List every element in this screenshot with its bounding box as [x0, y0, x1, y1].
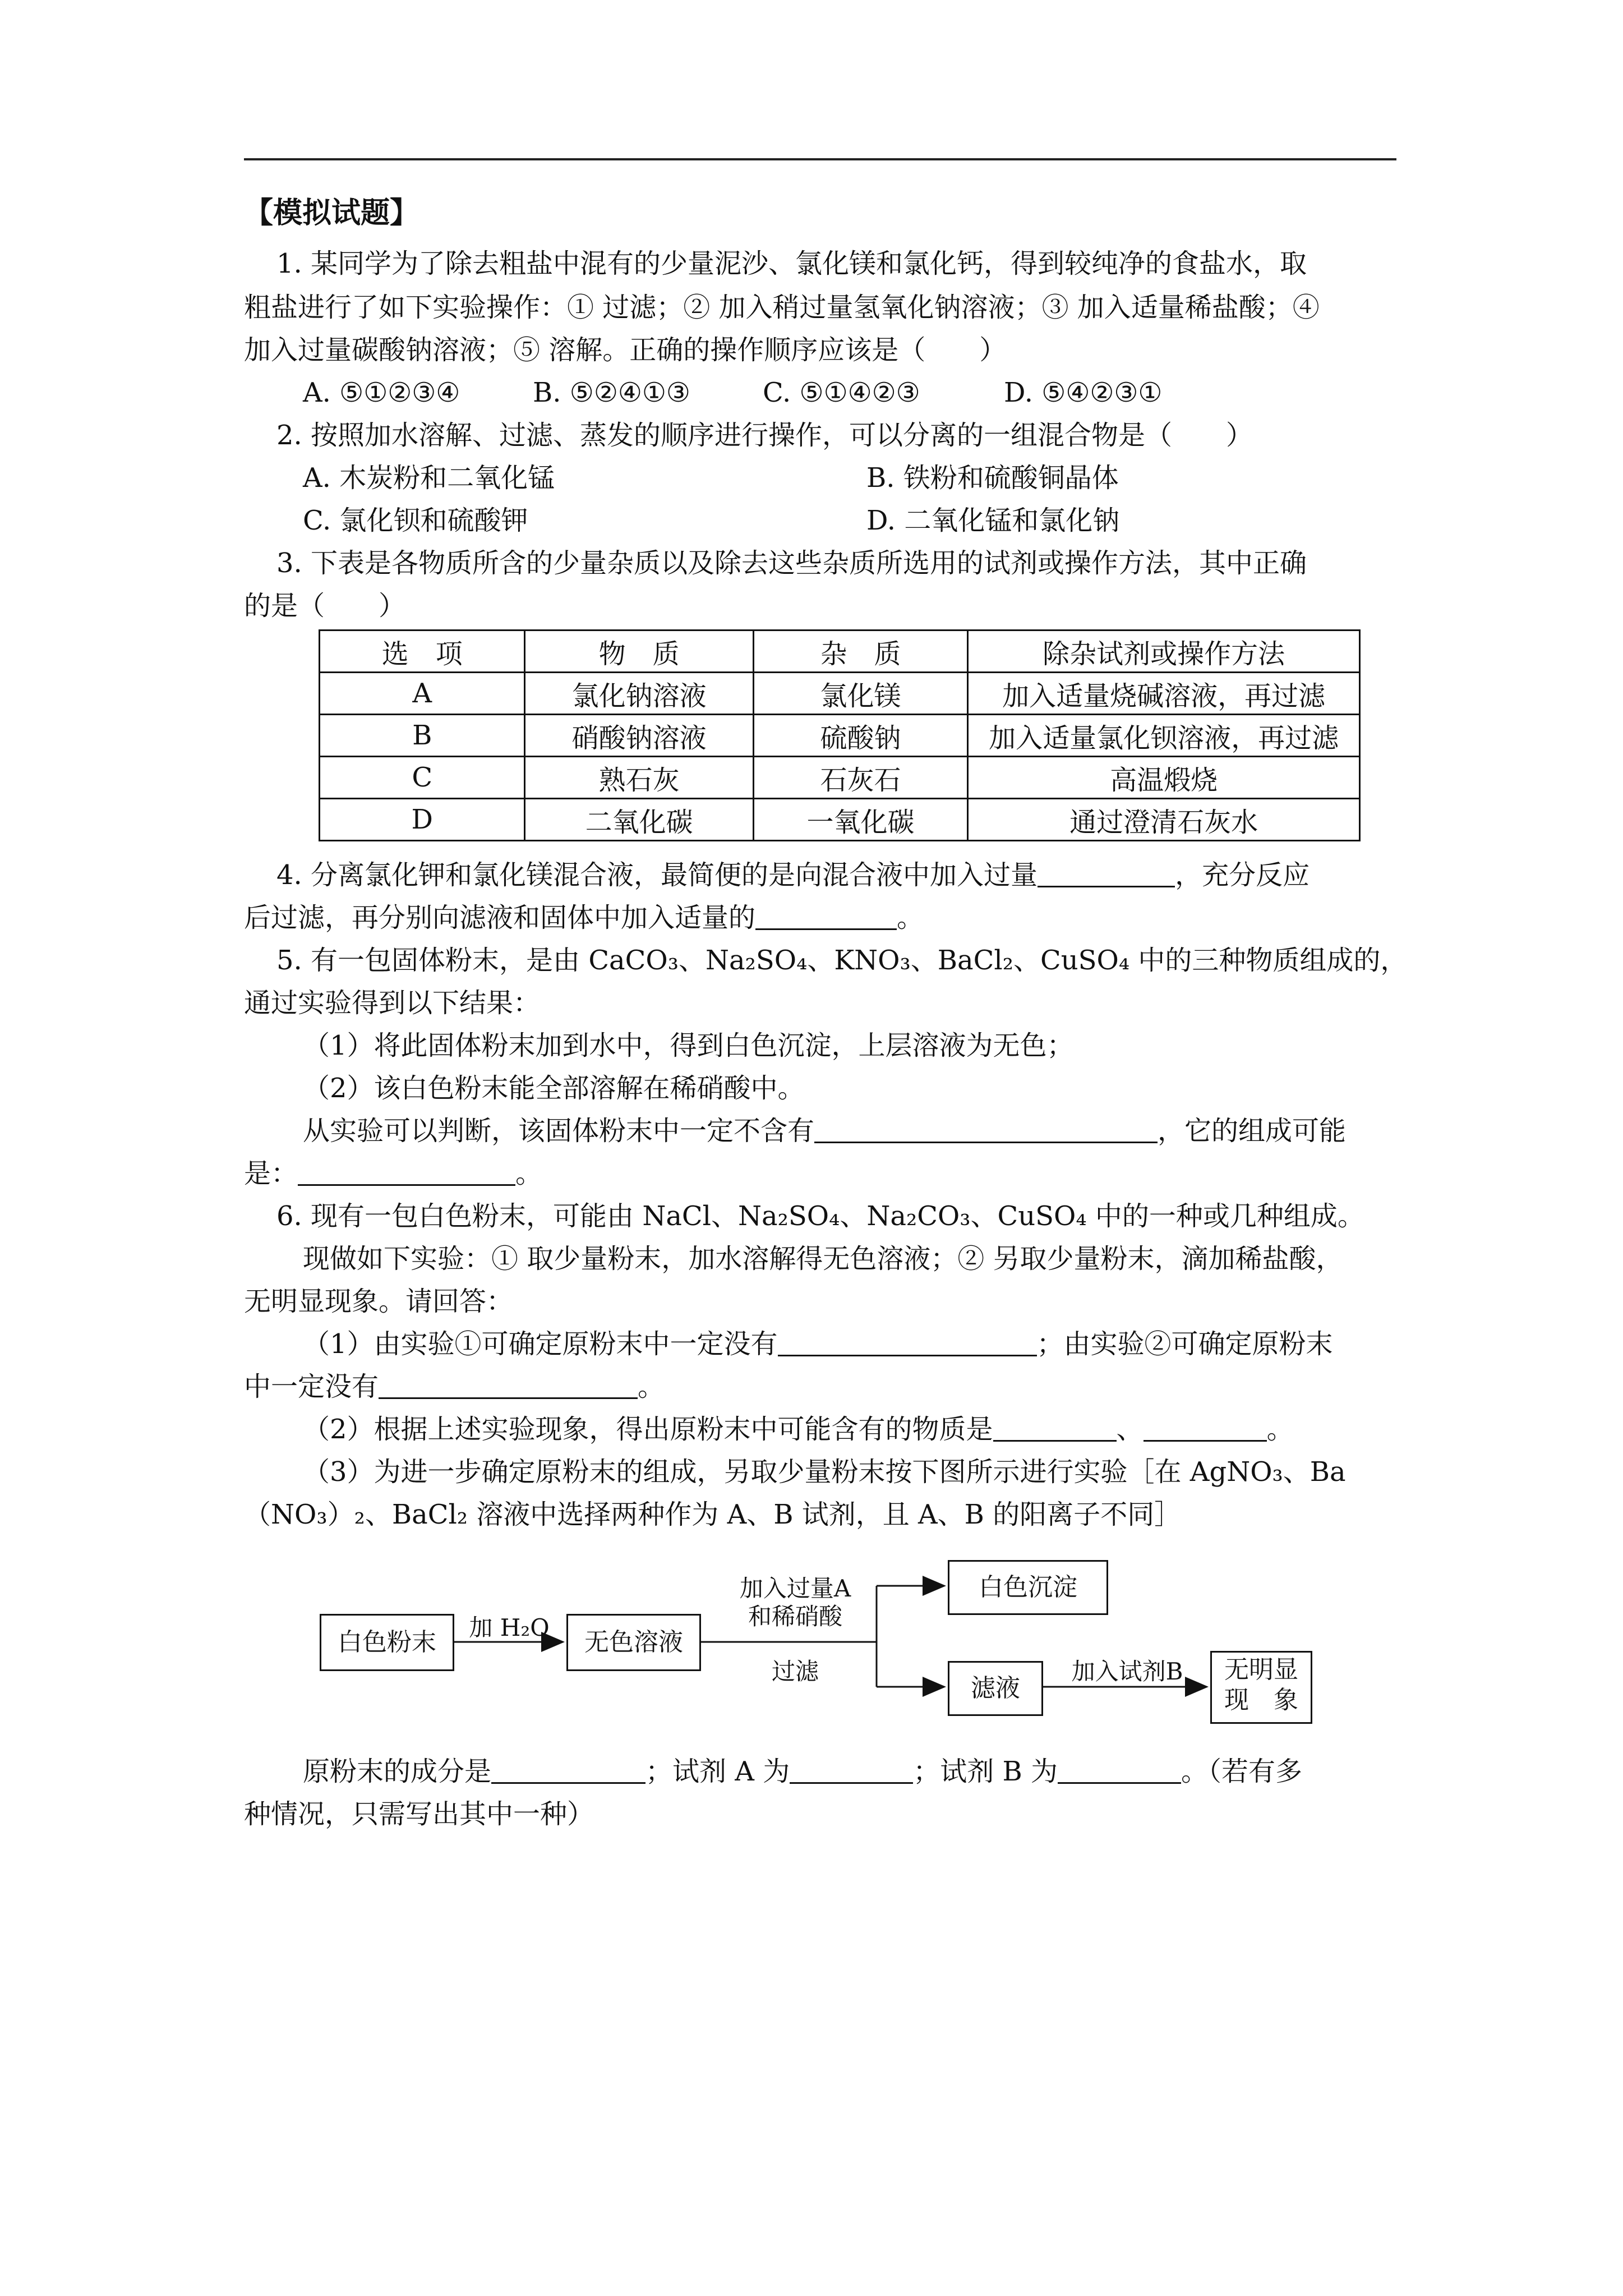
table-row — [320, 799, 1360, 841]
impurity-table — [319, 629, 1361, 841]
q6-text: ；试剂 A 为 — [645, 1756, 790, 1787]
q5-item2: （2）该白色粉末能全部溶解在稀硝酸中。 — [303, 1073, 805, 1104]
q2-option-a: A. 木炭粉和二氧化锰 — [303, 462, 555, 494]
answer-blank[interactable] — [379, 1373, 638, 1399]
q1-line2: 粗盐进行了如下实验操作：① 过滤；② 加入稍过量氢氧化钠溶液；③ 加入适量稀盐酸；④ — [244, 292, 1320, 323]
answer-blank[interactable] — [1038, 861, 1175, 887]
answer-blank[interactable] — [755, 904, 897, 930]
table-cell: 加入适量烧碱溶液，再过滤 — [968, 673, 1360, 715]
table-cell: 熟石灰 — [525, 757, 753, 799]
acid-label: 和稀硝酸 — [748, 1603, 842, 1630]
q6-text: 。 — [1266, 1414, 1294, 1445]
answer-blank[interactable] — [814, 1117, 1158, 1143]
answer-blank[interactable] — [491, 1757, 645, 1784]
table-header: 杂 质 — [753, 631, 967, 673]
table-cell: 通过澄清石灰水 — [968, 799, 1360, 841]
middle-box: 无色溶液 — [566, 1614, 701, 1671]
q4-text: 4. 分离氯化钾和氯化镁混合液，最简便的是向混合液中加入过量 — [276, 859, 1038, 891]
q6-text: ；由实验②可确定原粉末 — [1036, 1328, 1333, 1360]
q6-text: 。（若有多 — [1181, 1756, 1303, 1787]
precipitate-box: 白色沉淀 — [948, 1560, 1108, 1615]
result-box — [1210, 1651, 1312, 1724]
result-line2: 现 象 — [1224, 1686, 1298, 1714]
q6-part1-cont — [244, 1370, 665, 1404]
q6-text: ；试剂 B 为 — [913, 1756, 1058, 1787]
q6-answer-line — [303, 1755, 1302, 1788]
q5-line5 — [303, 1114, 1346, 1148]
q4-line1 — [276, 858, 1310, 892]
q6-part3: （3）为进一步确定原粉末的组成，另取少量粉末按下图所示进行实验［在 AgNO₃、Ba — [303, 1456, 1346, 1488]
q1-line1: 1. 某同学为了除去粗盐中混有的少量泥沙、氯化镁和氯化钙，得到较纯净的食盐水，取 — [276, 248, 1307, 279]
q5-line1: 5. 有一包固体粉末，是由 CaCO₃、Na₂SO₄、KNO₃、BaCl₂、CuSO₄ 中的三种物质组成的， — [276, 945, 1408, 976]
q1-option-b: B. ⑤②④①③ — [533, 377, 690, 408]
q2-option-b: B. 铁粉和硫酸铜晶体 — [866, 462, 1119, 494]
table-header: 除杂试剂或操作方法 — [968, 631, 1360, 673]
q6-line3: 无明显现象。请回答： — [244, 1286, 514, 1317]
q6-part3-cont: （NO₃）₂、BaCl₂ 溶液中选择两种作为 A、B 试剂，且 A、B 的阳离子不同］ — [244, 1499, 1182, 1530]
answer-blank[interactable] — [1144, 1415, 1267, 1442]
table-cell: 一氧化碳 — [753, 799, 967, 841]
header-rule — [244, 158, 1396, 160]
q6-line2: 现做如下实验：① 取少量粉末，加水溶解得无色溶液；② 另取少量粉末，滴加稀盐酸， — [303, 1243, 1343, 1274]
table-cell: C — [320, 757, 525, 799]
table-cell: 石灰石 — [753, 757, 967, 799]
q1-line3: 加入过量碳酸钠溶液；⑤ 溶解。正确的操作顺序应该是（ ） — [244, 334, 1007, 366]
q6-part1 — [303, 1327, 1333, 1361]
table-cell: 硝酸钠溶液 — [525, 715, 753, 757]
reagent-b-label: 加入试剂B — [1071, 1658, 1183, 1685]
table-row — [320, 673, 1360, 715]
q4-text: 后过滤，再分别向滤液和固体中加入适量的 — [244, 902, 756, 933]
q5-item1: （1）将此固体粉末加到水中，得到白色沉淀，上层溶液为无色； — [303, 1030, 1074, 1061]
table-row — [320, 715, 1360, 757]
q1-option-c: C. ⑤①④②③ — [763, 377, 920, 408]
q5-text: 从实验可以判断，该固体粉末中一定不含有 — [303, 1115, 815, 1147]
table-header-row — [320, 631, 1360, 673]
q3-line1: 3. 下表是各物质所含的少量杂质以及除去这些杂质所选用的试剂或操作方法，其中正确 — [276, 547, 1307, 579]
q4-text: ，充分反应 — [1175, 859, 1310, 891]
q1-option-a: A. ⑤①②③④ — [303, 377, 460, 408]
table-header: 物 质 — [525, 631, 753, 673]
table-header: 选 项 — [320, 631, 525, 673]
q2-line1: 2. 按照加水溶解、过滤、蒸发的顺序进行操作，可以分离的一组混合物是（ ） — [276, 420, 1253, 451]
q1-option-d: D. ⑤④②③① — [1004, 377, 1163, 408]
q5-line6 — [244, 1157, 542, 1190]
q4-text: 。 — [897, 902, 924, 933]
answer-blank[interactable] — [778, 1330, 1037, 1356]
answer-blank[interactable] — [993, 1415, 1117, 1442]
q2-option-c: C. 氯化钡和硫酸钾 — [303, 505, 528, 536]
reagent-a-label: 加入过量A — [739, 1575, 851, 1602]
result-line1: 无明显 — [1224, 1655, 1298, 1684]
filter-label: 过滤 — [771, 1658, 819, 1685]
table-cell: 二氧化碳 — [525, 799, 753, 841]
answer-blank[interactable] — [298, 1159, 515, 1186]
q6-line1: 6. 现有一包白色粉末，可能由 NaCl、Na₂SO₄、Na₂CO₃、CuSO₄ 中的一种或几种组成。 — [276, 1200, 1364, 1232]
table-cell: 氯化钠溶液 — [525, 673, 753, 715]
q5-text: 是： — [244, 1158, 298, 1189]
filtrate-box: 滤液 — [948, 1661, 1043, 1716]
experiment-flow-diagram — [320, 1568, 1318, 1736]
table-cell: 硫酸钠 — [753, 715, 967, 757]
table-cell: 高温煅烧 — [968, 757, 1360, 799]
q6-text: （2）根据上述实验现象，得出原粉末中可能含有的物质是 — [303, 1414, 993, 1445]
table-cell: B — [320, 715, 525, 757]
q5-line2: 通过实验得到以下结果： — [244, 987, 541, 1019]
q6-answer-line2: 种情况，只需写出其中一种） — [244, 1798, 594, 1830]
q2-option-d: D. 二氧化锰和氯化钠 — [866, 505, 1120, 536]
section-title: 【模拟试题】 — [244, 196, 419, 230]
q4-line2 — [244, 901, 924, 935]
q3-line2: 的是（ ） — [244, 590, 406, 622]
table-cell: A — [320, 673, 525, 715]
q6-text: 原粉末的成分是 — [303, 1756, 492, 1787]
q6-text: 中一定没有 — [244, 1371, 379, 1402]
start-box: 白色粉末 — [320, 1614, 454, 1671]
answer-blank[interactable] — [790, 1757, 913, 1784]
table-row — [320, 757, 1360, 799]
step1-label: 加 H₂O — [469, 1614, 550, 1641]
q6-part2 — [303, 1412, 1294, 1446]
q6-text: 。 — [638, 1371, 665, 1402]
q6-text: （1）由实验①可确定原粉末中一定没有 — [303, 1328, 778, 1360]
q5-text: ，它的组成可能 — [1158, 1115, 1347, 1147]
table-cell: D — [320, 799, 525, 841]
table-cell: 氯化镁 — [753, 673, 967, 715]
q6-text: 、 — [1116, 1414, 1144, 1445]
q5-text: 。 — [515, 1158, 543, 1189]
table-cell: 加入适量氯化钡溶液，再过滤 — [968, 715, 1360, 757]
answer-blank[interactable] — [1058, 1757, 1181, 1784]
